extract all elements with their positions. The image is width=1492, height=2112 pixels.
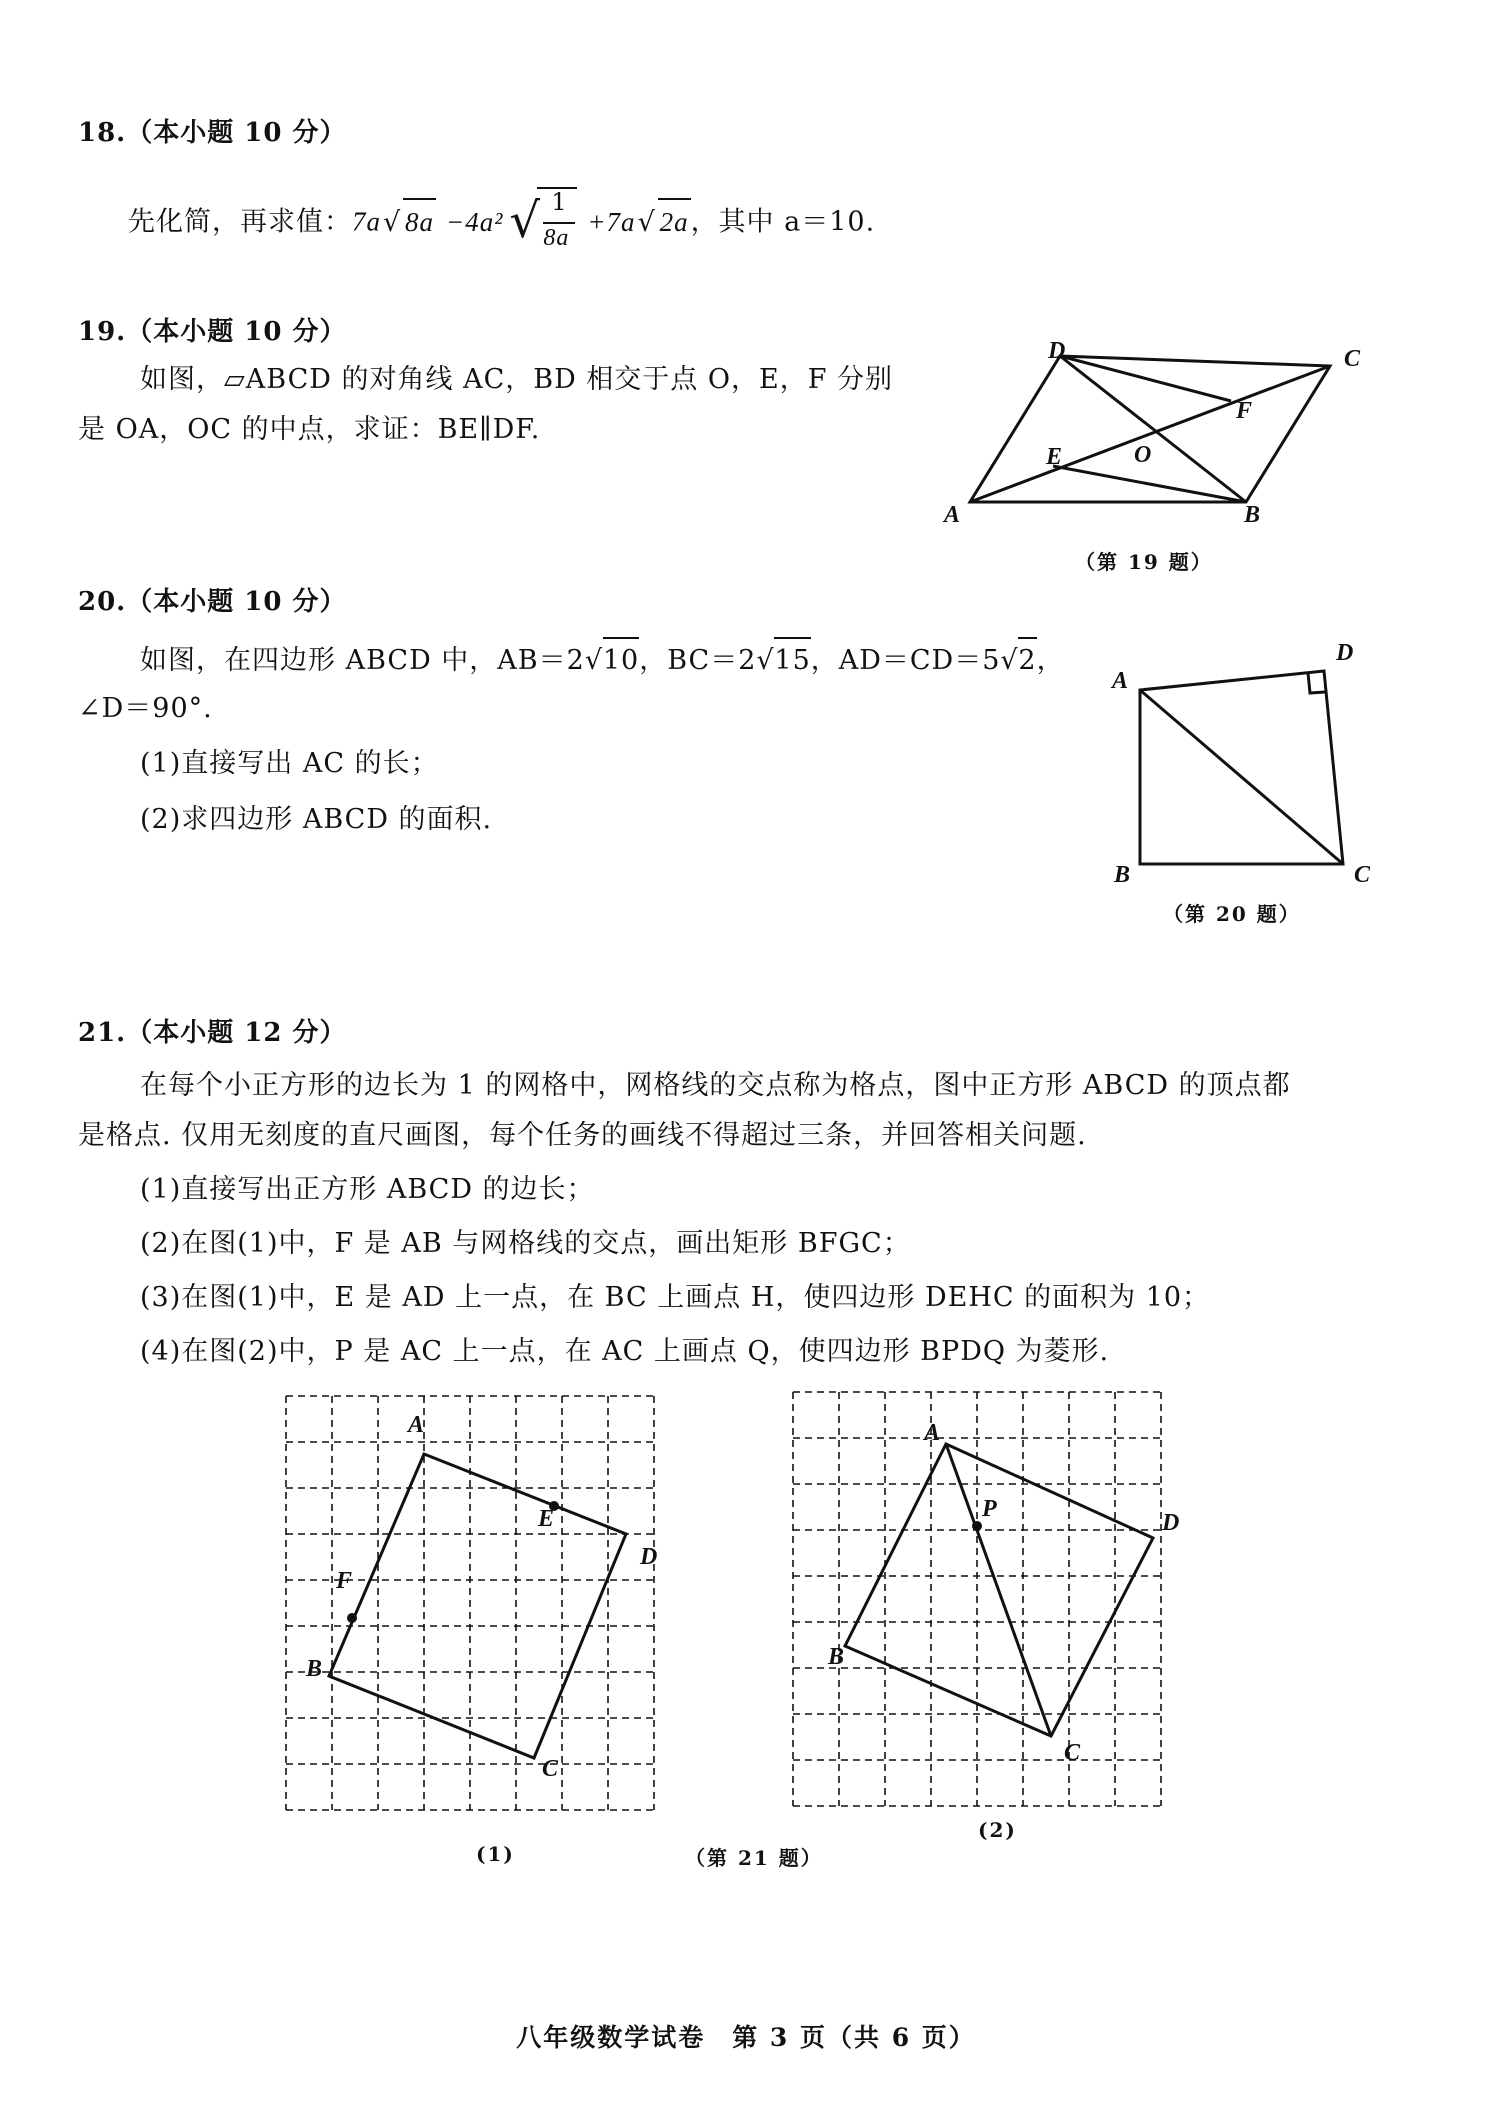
q21-fig1-caption: (1) [476,1842,515,1866]
q21-line2: 是格点. 仅用无刻度的直尺画图，每个任务的画线不得超过三条，并回答相关问题. [78,1120,1087,1151]
q21-grid-figure-2 [793,1392,1203,1812]
q21-caption: （第 21 题） [685,1846,823,1870]
q18-frac-den: 8a [543,225,570,251]
q21-fig2-label-d: D [1162,1510,1180,1536]
q18-tail: ，其中 a＝10. [690,206,876,238]
q19-label-b: B [1244,502,1261,528]
q19-figure [940,340,1360,540]
q21-fig2-label-a: A [924,1420,941,1446]
q18-term3: +7a [587,206,636,237]
q21-grid-figure-1 [286,1396,686,1816]
q21-sub2: (2)在图(1)中，F 是 AB 与网格线的交点，画出矩形 BFGC； [140,1228,911,1259]
q20-line1-b: ，BC＝2 [639,645,757,676]
q19-line2: 是 OA，OC 的中点，求证：BE∥DF. [78,414,541,445]
q20-caption: （第 20 题） [1163,902,1301,926]
q20-radicand-ad: 2 [1018,637,1036,683]
q20-label-d: D [1336,640,1354,666]
q21-sub3: (3)在图(1)中，E 是 AD 上一点，在 BC 上画点 H，使四边形 DEHC 的面积为 10； [140,1282,1211,1313]
q18-term2: −4a² [446,206,504,237]
q20-label-c: C [1354,862,1371,888]
q21-fig1-label-a: A [408,1412,425,1438]
q20-heading: 20.（本小题 10 分） [78,587,347,617]
q21-sub4: (4)在图(2)中，P 是 AC 上一点，在 AC 上画点 Q，使四边形 BPDQ 为菱形. [140,1336,1110,1367]
q21-fig1-label-c: C [542,1756,559,1782]
q18-sqrt3: √ 2a [640,198,691,245]
q18-term1: 7a [352,206,381,237]
q19-heading: 19.（本小题 10 分） [78,317,347,347]
q21-fig2-label-c: C [1064,1740,1081,1766]
q20-line1-a: 如图，在四边形 ABCD 中，AB＝2 [140,645,585,676]
q20-sub1: (1)直接写出 AC 的长； [140,748,439,779]
q21-fig2-label-b: B [828,1644,845,1670]
q19-caption: （第 19 题） [1075,550,1213,574]
q20-label-b: B [1114,862,1131,888]
q20-radicand-bc: 15 [774,637,810,683]
q19-line1: 如图，▱ABCD 的对角线 AC，BD 相交于点 O，E，F 分别 [140,364,894,395]
q19-label-e: E [1046,444,1063,470]
q19-label-c: C [1344,346,1361,372]
page-footer: 八年级数学试卷 第 3 页（共 6 页） [516,2023,976,2052]
q20-label-a: A [1112,668,1129,694]
q19-label-o: O [1134,442,1152,468]
q18-radicand1: 8a [403,198,436,244]
q21-fig2-label-p: P [982,1496,997,1522]
q20-figure [1100,640,1360,880]
q19-label-f: F [1236,398,1253,424]
q19-label-a: A [944,502,961,528]
q21-sub1: (1)直接写出正方形 ABCD 的边长； [140,1174,595,1205]
q19-label-d: D [1048,338,1066,364]
q20-sqrt-ab: √ 10 [585,637,639,683]
q18-frac-num: 1 [551,188,568,216]
q18-sqrt-frac: √ 1 8a [509,181,579,265]
q20-line1 [140,637,1065,683]
q21-fig1-label-b: B [306,1656,323,1682]
q21-fig2-caption: (2) [978,1818,1017,1842]
q20-sub2: (2)求四边形 ABCD 的面积. [140,804,493,835]
q20-line1-c: ，AD＝CD＝5 [810,645,1001,676]
q18-radicand3: 2a [658,198,691,244]
q21-heading: 21.（本小题 12 分） [78,1018,347,1048]
q18-intro: 先化简，再求值： [128,206,352,238]
q18-heading: 18.（本小题 10 分） [78,118,347,148]
q21-fig1-label-e: E [538,1506,555,1532]
q20-sqrt-bc: √ 15 [756,637,810,683]
q21-fig1-label-f: F [336,1568,353,1594]
q18-sqrt1: √ 8a [385,198,436,245]
q18-expression [128,181,875,251]
q21-fig1-label-d: D [640,1544,658,1570]
q20-radicand-ab: 10 [603,637,639,683]
q20-line1-d: ， [1036,645,1065,676]
q20-line2: ∠D＝90°. [78,693,213,724]
q21-line1: 在每个小正方形的边长为 1 的网格中，网格线的交点称为格点，图中正方形 ABCD 的顶点都 [140,1070,1291,1101]
q20-sqrt-ad: √ 2 [1000,637,1036,683]
